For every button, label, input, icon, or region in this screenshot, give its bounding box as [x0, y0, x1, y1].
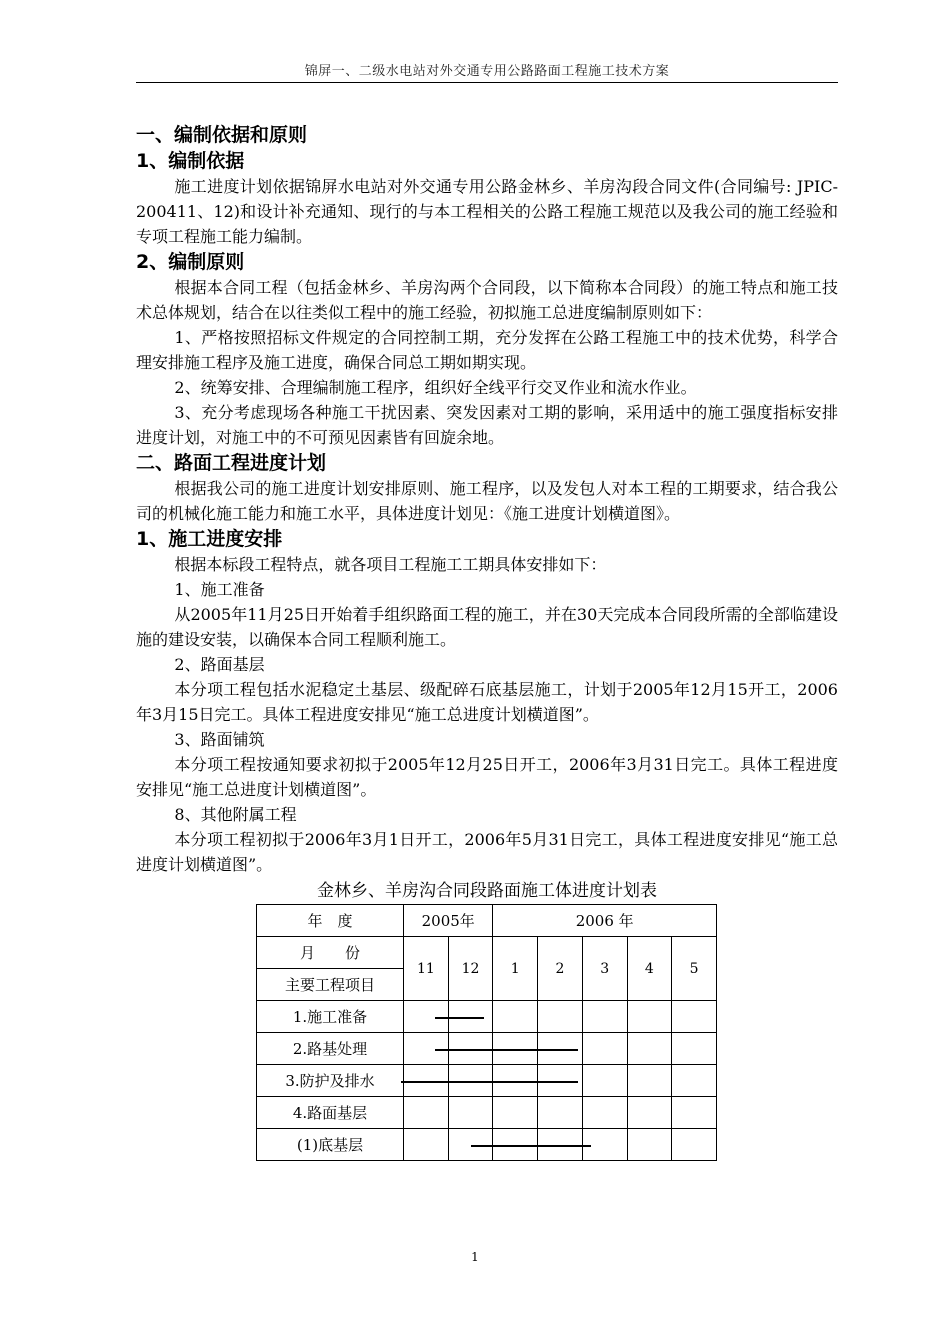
- month-col: 3: [582, 937, 627, 1001]
- row-label: 4.路面基层: [257, 1097, 404, 1129]
- section-1-1-title: 1、编制依据: [136, 150, 245, 172]
- paragraph: 从2005年11月25日开始着手组织路面工程的施工，并在30天完成本合同段所需的全部临建设施的建设安装，以确保本合同工程顺利施工。: [136, 605, 838, 649]
- row-label: 1.施工准备: [257, 1001, 404, 1033]
- month-col: 12: [448, 937, 493, 1001]
- paragraph: 本分项工程初拟于2006年3月1日开工，2006年5月31日完工，具体工程进度安排见“施工总进度计划横道图”。: [136, 830, 838, 874]
- row-label: 3.防护及排水: [257, 1065, 404, 1097]
- year-2005: 2005年: [404, 905, 493, 937]
- month-col: 11: [404, 937, 449, 1001]
- document-body: [136, 122, 838, 1161]
- month-col: 2: [538, 937, 583, 1001]
- table-caption: 金林乡、羊房沟合同段路面施工体进度计划表: [317, 881, 657, 901]
- section-1-title: 一、编制依据和原则: [136, 124, 308, 146]
- paragraph: 本分项工程包括水泥稳定土基层、级配碎石底基层施工，计划于2005年12月15开工，2006年3月15日完工。具体工程进度安排见“施工总进度计划横道图”。: [136, 680, 838, 724]
- paragraph: 根据本标段工程特点，就各项目工程施工工期具体安排如下：: [174, 555, 607, 574]
- page-number: 1: [471, 1250, 479, 1264]
- gantt-chart: [256, 904, 717, 1161]
- month-col: 5: [672, 937, 717, 1001]
- section-1-2-title: 2、编制原则: [136, 251, 245, 273]
- gantt-bar: [471, 1145, 592, 1147]
- row-label: (1)底基层: [257, 1129, 404, 1161]
- paragraph: 施工进度计划依据锦屏水电站对外交通专用公路金林乡、羊房沟段合同文件(合同编号: JPIC-200411、12)和设计补充通知、现行的与本工程相关的公路工程施工规范以及我公司的施工经验和专项工程施工能力编制。: [136, 177, 838, 246]
- paragraph: 根据我公司的施工进度计划安排原则、施工程序，以及发包人对本工程的工期要求，结合我公司的机械化施工能力和施工水平，具体进度计划见：《施工进度计划横道图》。: [136, 479, 838, 523]
- month-header-label: 月 份: [257, 937, 404, 969]
- year-2006: 2006 年: [493, 905, 717, 937]
- section-2-1-title: 1、施工进度安排: [136, 528, 283, 550]
- year-header-label: 年 度: [257, 905, 404, 937]
- table-row: [257, 1097, 717, 1129]
- paragraph: 3、充分考虑现场各种施工干扰因素、突发因素对工期的影响，采用适中的施工强度指标安排进度计划，对施工中的不可预见因素皆有回旋余地。: [136, 403, 838, 447]
- item-title: 3、路面铺筑: [174, 730, 265, 749]
- row-label: 2.路基处理: [257, 1033, 404, 1065]
- item-header-label: 主要工程项目: [257, 969, 404, 1001]
- paragraph: 2、统筹安排、合理编制施工程序，组织好全线平行交叉作业和流水作业。: [174, 378, 697, 397]
- gantt-bar: [435, 1017, 484, 1019]
- item-title: 1、施工准备: [174, 580, 265, 599]
- month-col: 4: [627, 937, 672, 1001]
- page-header: 锦屏一、二级水电站对外交通专用公路路面工程施工技术方案: [304, 64, 670, 79]
- month-col: 1: [493, 937, 538, 1001]
- gantt-table: [256, 904, 717, 1161]
- paragraph: 根据本合同工程（包括金林乡、羊房沟两个合同段，以下简称本合同段）的施工特点和施工技术总体规划，结合在以往类似工程中的施工经验，初拟施工总进度编制原则如下：: [136, 278, 838, 322]
- gantt-bar: [435, 1049, 578, 1051]
- table-row: [257, 1001, 717, 1033]
- header-rule: [136, 82, 838, 83]
- section-2-title: 二、路面工程进度计划: [136, 452, 327, 474]
- item-title: 2、路面基层: [174, 655, 265, 674]
- paragraph: 1、严格按照招标文件规定的合同控制工期，充分发挥在公路工程施工中的技术优势，科学合理安排施工程序及施工进度，确保合同总工期如期实现。: [136, 328, 838, 372]
- paragraph: 本分项工程按通知要求初拟于2005年12月25日开工，2006年3月31日完工。具体工程进度安排见“施工总进度计划横道图”。: [136, 755, 838, 799]
- item-title: 8、其他附属工程: [174, 805, 297, 824]
- gantt-bar: [401, 1081, 578, 1083]
